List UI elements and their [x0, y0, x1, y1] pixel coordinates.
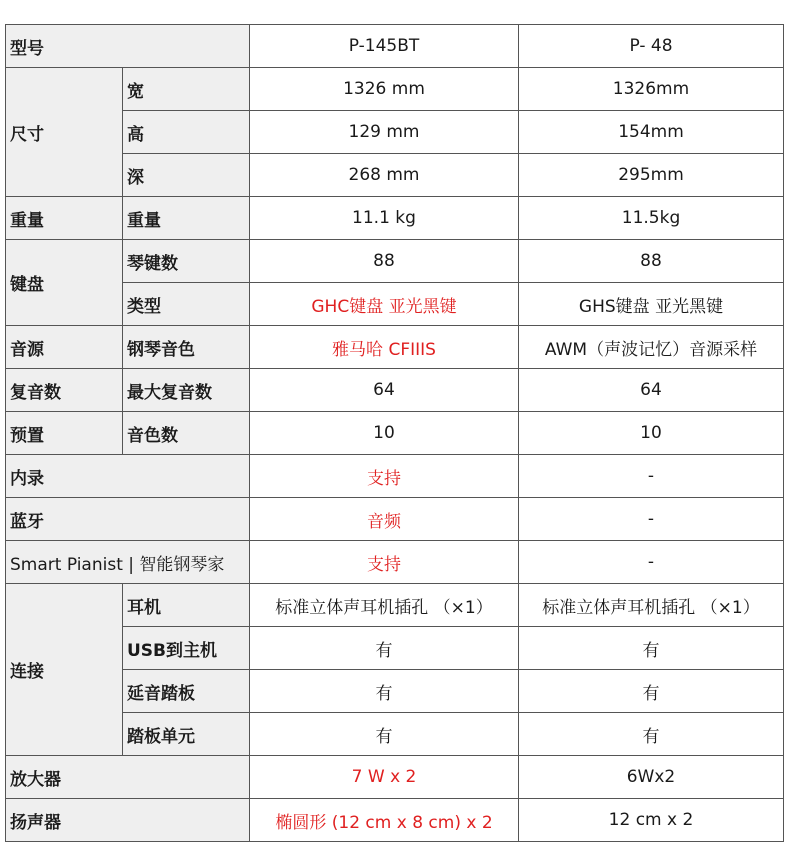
model-label: 型号 [6, 25, 250, 68]
value-b: 64 [519, 369, 784, 412]
value-b: 1326mm [519, 68, 784, 111]
value-b: 有 [519, 713, 784, 756]
table-row [6, 197, 784, 240]
row-label: 宽 [123, 68, 250, 111]
table-row [6, 111, 784, 154]
table-row [6, 326, 784, 369]
table-row [6, 455, 784, 498]
value-a: 64 [250, 369, 519, 412]
table-row [6, 369, 784, 412]
value-b: 154mm [519, 111, 784, 154]
value-b: 11.5kg [519, 197, 784, 240]
row-label-smart-pianist: Smart Pianist | 智能钢琴家 [6, 541, 250, 584]
group-connect: 连接 [6, 584, 123, 756]
row-label-speakers: 扬声器 [6, 799, 250, 842]
model-b-header: P- 48 [519, 25, 784, 68]
row-label: 琴键数 [123, 240, 250, 283]
group-size: 尺寸 [6, 68, 123, 197]
value-b: GHS键盘 亚光黑键 [519, 283, 784, 326]
value-a: 11.1 kg [250, 197, 519, 240]
group-tone: 音源 [6, 326, 123, 369]
row-label: 类型 [123, 283, 250, 326]
group-presets: 预置 [6, 412, 123, 455]
row-label-amplifier: 放大器 [6, 756, 250, 799]
value-a-highlight: 支持 [250, 455, 519, 498]
table-header-row [6, 25, 784, 68]
table-row [6, 68, 784, 111]
row-label: 延音踏板 [123, 670, 250, 713]
row-label-bluetooth: 蓝牙 [6, 498, 250, 541]
group-weight: 重量 [6, 197, 123, 240]
group-polyphony: 复音数 [6, 369, 123, 412]
value-a: 10 [250, 412, 519, 455]
value-a-highlight: 椭圆形 (12 cm x 8 cm) x 2 [250, 799, 519, 842]
value-b: 有 [519, 670, 784, 713]
value-a: 有 [250, 713, 519, 756]
value-a-highlight: 雅马哈 CFIIIS [250, 326, 519, 369]
value-b: AWM（声波记忆）音源采样 [519, 326, 784, 369]
table-row [6, 541, 784, 584]
table-row [6, 283, 784, 326]
value-a-highlight: 音频 [250, 498, 519, 541]
row-label: 重量 [123, 197, 250, 240]
table-row [6, 240, 784, 283]
table-row [6, 627, 784, 670]
row-label: USB到主机 [123, 627, 250, 670]
value-a: 有 [250, 670, 519, 713]
value-a: 标准立体声耳机插孔 （×1） [250, 584, 519, 627]
value-a: 268 mm [250, 154, 519, 197]
value-a-highlight: 支持 [250, 541, 519, 584]
value-b: - [519, 455, 784, 498]
value-b: 标准立体声耳机插孔 （×1） [519, 584, 784, 627]
row-label: 耳机 [123, 584, 250, 627]
value-b: - [519, 541, 784, 584]
value-b: 295mm [519, 154, 784, 197]
value-a: 88 [250, 240, 519, 283]
value-a: 129 mm [250, 111, 519, 154]
row-label: 深 [123, 154, 250, 197]
table-row [6, 670, 784, 713]
value-a: 1326 mm [250, 68, 519, 111]
table-row [6, 412, 784, 455]
value-b: 10 [519, 412, 784, 455]
row-label: 音色数 [123, 412, 250, 455]
row-label: 踏板单元 [123, 713, 250, 756]
table-row [6, 498, 784, 541]
value-b: 12 cm x 2 [519, 799, 784, 842]
spec-table [5, 24, 784, 842]
row-label-recording: 内录 [6, 455, 250, 498]
table-row [6, 756, 784, 799]
value-b: 6Wx2 [519, 756, 784, 799]
value-b: 有 [519, 627, 784, 670]
table-row [6, 713, 784, 756]
row-label: 钢琴音色 [123, 326, 250, 369]
row-label: 最大复音数 [123, 369, 250, 412]
table-row [6, 799, 784, 842]
value-a-highlight: GHC键盘 亚光黑键 [250, 283, 519, 326]
row-label: 高 [123, 111, 250, 154]
value-b: 88 [519, 240, 784, 283]
table-row [6, 154, 784, 197]
model-a-header: P-145BT [250, 25, 519, 68]
group-keyboard: 键盘 [6, 240, 123, 326]
value-a-highlight: 7 W x 2 [250, 756, 519, 799]
table-row [6, 584, 784, 627]
value-b: - [519, 498, 784, 541]
value-a: 有 [250, 627, 519, 670]
